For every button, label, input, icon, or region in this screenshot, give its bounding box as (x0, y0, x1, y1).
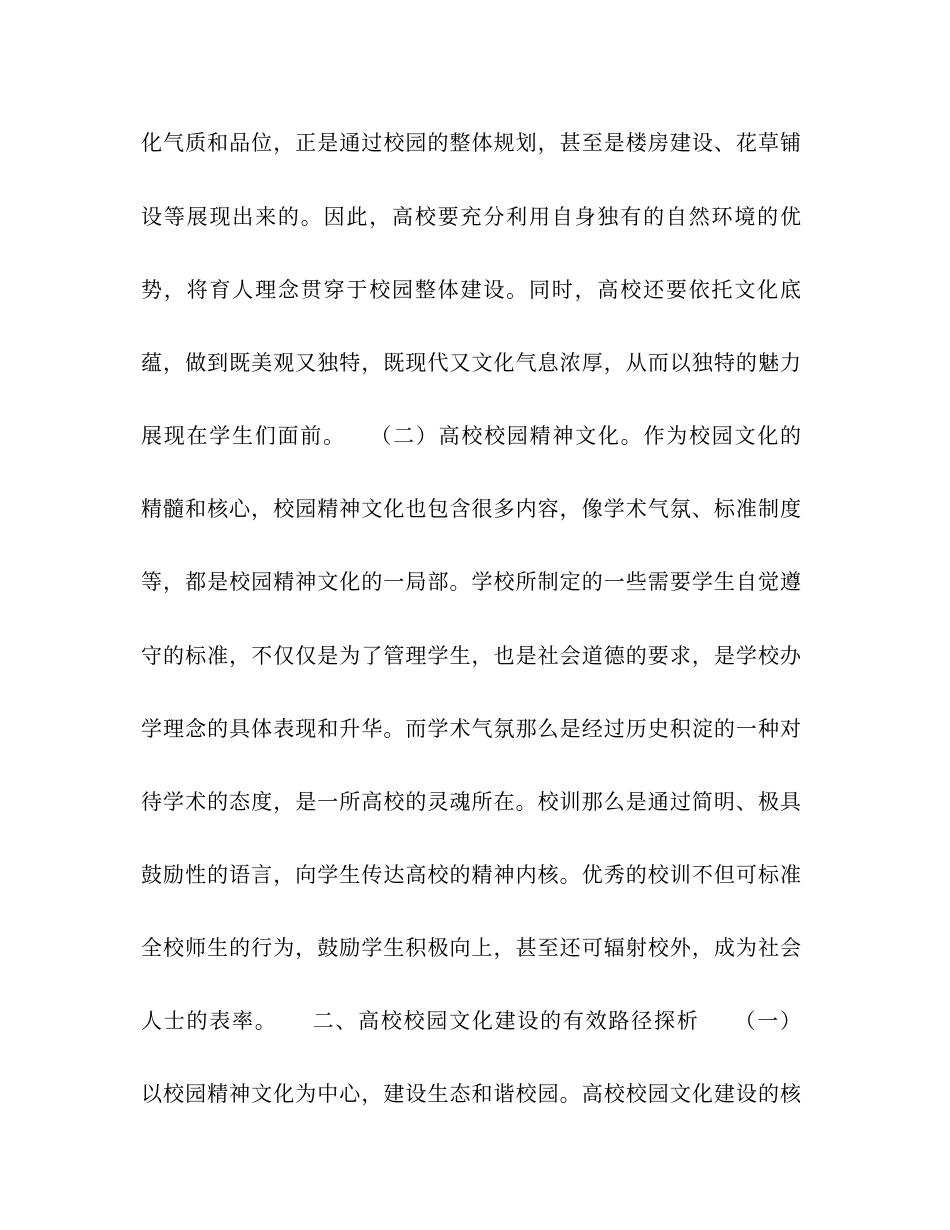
text-line-8: 守的标准，不仅仅是为了管理学生，也是社会道德的要求，是学校办 (141, 644, 801, 668)
text-line-3: 势，将育人理念贯穿于校园整体建设。同时，高校还要依托文化底 (141, 278, 801, 302)
text-line-7: 等，都是校园精神文化的一局部。学校所制定的一些需要学生自觉遵 (141, 570, 801, 594)
text-line-6: 精髓和核心，校园精神文化也包含很多内容，像学术气氛、标准制度 (141, 497, 801, 521)
text-line-5: 展现在学生们面前。 （二）高校校园精神文化。作为校园文化的 (141, 424, 801, 448)
text-line-2: 设等展现出来的。因此，高校要充分利用自身独有的自然环境的优 (141, 205, 801, 229)
text-line-11: 鼓励性的语言，向学生传达高校的精神内核。优秀的校训不但可标准 (141, 863, 801, 887)
text-line-14: 以校园精神文化为中心，建设生态和谐校园。高校校园文化建设的核 (141, 1082, 801, 1106)
text-line-1: 化气质和品位，正是通过校园的整体规划，甚至是楼房建设、花草铺 (141, 131, 801, 155)
text-line-12: 全校师生的行为，鼓励学生积极向上，甚至还可辐射校外，成为社会 (141, 936, 801, 960)
text-line-4: 蕴，做到既美观又独特，既现代又文化气息浓厚，从而以独特的魅力 (141, 351, 801, 375)
text-line-13: 人士的表率。 二、高校校园文化建设的有效路径探析 （一） (141, 1009, 801, 1033)
text-line-10: 待学术的态度，是一所高校的灵魂所在。校训那么是通过简明、极具 (141, 790, 801, 814)
text-line-9: 学理念的具体表现和升华。而学术气氛那么是经过历史积淀的一种对 (141, 717, 801, 741)
